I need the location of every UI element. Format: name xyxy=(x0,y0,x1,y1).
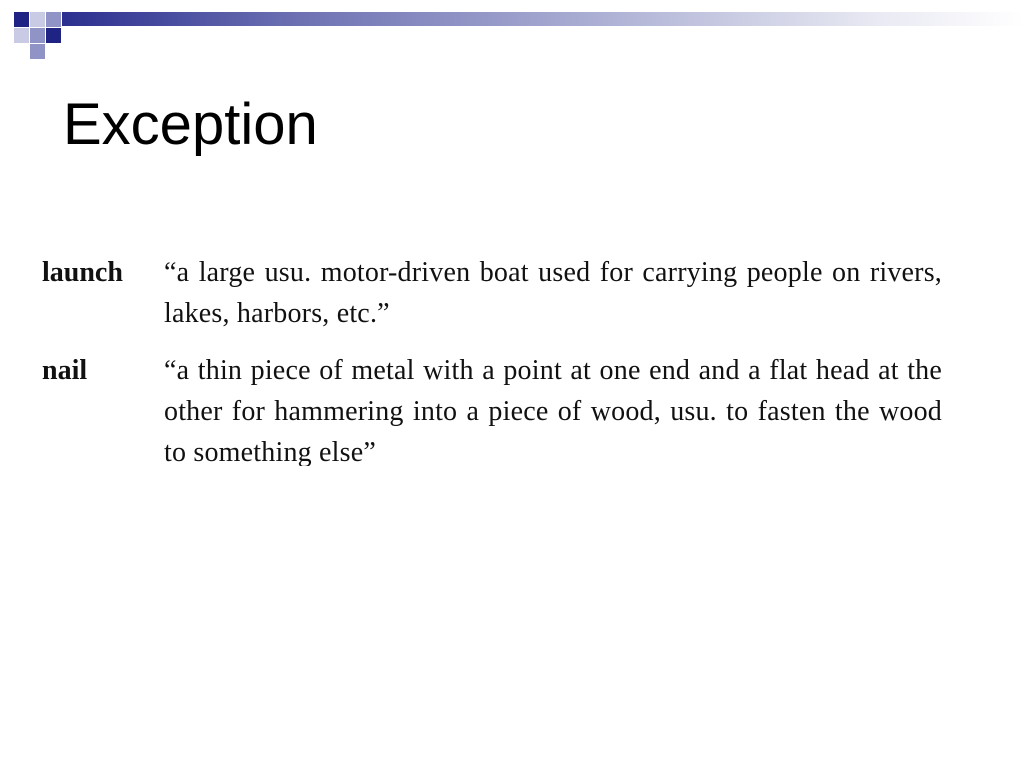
decorative-square xyxy=(30,28,45,43)
slide-title: Exception xyxy=(63,92,318,157)
dictionary-entry-nail xyxy=(42,350,942,466)
dictionary-entry-launch xyxy=(42,252,942,334)
dictionary-excerpt xyxy=(42,252,942,466)
decorative-square xyxy=(30,12,45,27)
headword: nail xyxy=(42,355,88,386)
definition: “a thin piece of metal with a point at one end and a flat head at the other for hammering into a piece of wood, usu. to fasten the wood to something else” xyxy=(164,355,942,466)
decorative-square xyxy=(46,12,61,27)
headword: launch xyxy=(42,257,123,288)
decorative-square xyxy=(14,12,29,27)
header-decoration xyxy=(0,0,1024,64)
header-gradient-bar xyxy=(62,12,1024,26)
definition: “a large usu. motor-driven boat used for carrying people on rivers, lakes, harbors, etc.” xyxy=(164,257,942,329)
decorative-square xyxy=(46,28,61,43)
decorative-square xyxy=(14,28,29,43)
decorative-square xyxy=(30,44,45,59)
